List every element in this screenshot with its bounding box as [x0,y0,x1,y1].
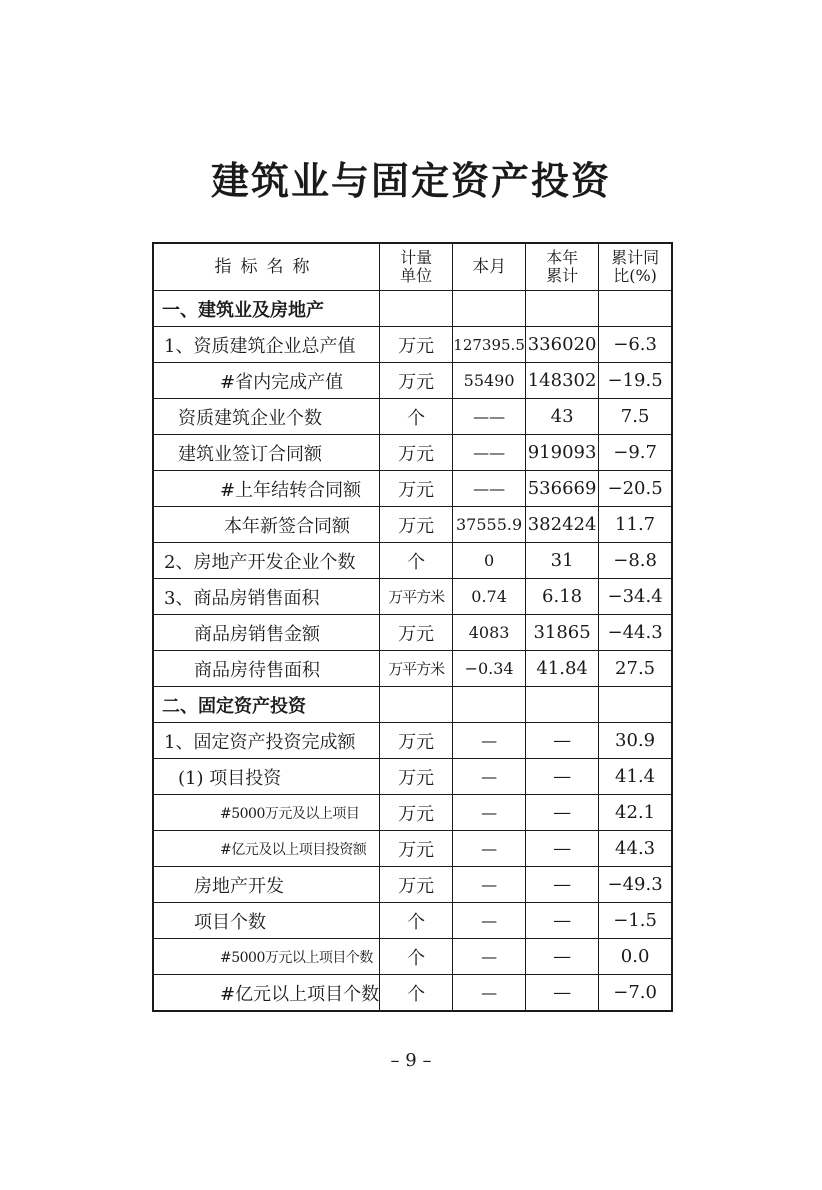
row-month: 127395.5 [453,327,526,363]
row-month: 37555.9 [453,507,526,543]
row-yoy: 7.5 [599,399,673,435]
header-yoy-line1: 累计同 [611,248,660,267]
row-name: 1、固定资产投资完成额 [153,723,380,759]
row-cumulative: — [526,903,599,939]
row-unit: 万平方米 [380,579,453,615]
row-month: — [453,903,526,939]
row-yoy: 44.3 [599,831,673,867]
row-yoy: 0.0 [599,939,673,975]
row-name: #亿元以上项目个数 [153,975,380,1012]
table-row [153,939,672,975]
row-month: — [453,939,526,975]
table-row [153,615,672,651]
row-cumulative: 148302 [526,363,599,399]
row-name: 资质建筑企业个数 [153,399,380,435]
row-unit: 万元 [380,615,453,651]
row-unit [380,291,453,327]
table-row [153,471,672,507]
header-month: 本月 [453,243,526,291]
row-name: #省内完成产值 [153,363,380,399]
row-unit: 万元 [380,831,453,867]
row-yoy [599,687,673,723]
row-name: #5000万元以上项目个数 [153,939,380,975]
statistics-table [152,242,673,1012]
row-name: (1) 项目投资 [153,759,380,795]
header-cum-line1: 本年 [546,248,579,267]
row-month: — [453,831,526,867]
row-name: #上年结转合同额 [153,471,380,507]
table-row [153,435,672,471]
row-yoy: −8.8 [599,543,673,579]
header-yoy [599,243,673,291]
row-cumulative: — [526,723,599,759]
table-row [153,507,672,543]
row-month: 0 [453,543,526,579]
row-name: 1、资质建筑企业总产值 [153,327,380,363]
table-row [153,363,672,399]
row-yoy [599,291,673,327]
header-yoy-line2: 比(%) [613,266,657,285]
row-name: #5000万元及以上项目 [153,795,380,831]
row-cumulative: — [526,939,599,975]
row-cumulative [526,687,599,723]
row-unit: 万元 [380,327,453,363]
row-unit: 万平方米 [380,651,453,687]
row-yoy: −49.3 [599,867,673,903]
row-cumulative: 336020 [526,327,599,363]
row-yoy: −7.0 [599,975,673,1012]
row-yoy: −9.7 [599,435,673,471]
row-cumulative: — [526,831,599,867]
table-row [153,831,672,867]
row-cumulative: 43 [526,399,599,435]
table-row [153,291,672,327]
row-name: #亿元及以上项目投资额 [153,831,380,867]
table-header-row [153,243,672,291]
header-name: 指标名称 [153,243,380,291]
table-row [153,723,672,759]
row-name: 商品房待售面积 [153,651,380,687]
row-name: 2、房地产开发企业个数 [153,543,380,579]
row-unit: 个 [380,903,453,939]
table-row [153,543,672,579]
header-unit-line2: 单位 [400,266,433,285]
row-yoy: −1.5 [599,903,673,939]
row-yoy: −44.3 [599,615,673,651]
row-month: —— [453,471,526,507]
row-month: — [453,867,526,903]
row-unit: 万元 [380,795,453,831]
row-cumulative: — [526,975,599,1012]
row-cumulative: 382424 [526,507,599,543]
table-row [153,651,672,687]
row-cumulative: — [526,795,599,831]
table-row [153,759,672,795]
row-month: —— [453,399,526,435]
row-yoy: −6.3 [599,327,673,363]
row-month: —— [453,435,526,471]
row-unit: 万元 [380,471,453,507]
table-row [153,687,672,723]
row-name: 项目个数 [153,903,380,939]
row-month [453,291,526,327]
row-cumulative: 6.18 [526,579,599,615]
table-row [153,867,672,903]
row-cumulative [526,291,599,327]
row-cumulative: — [526,759,599,795]
header-cum-line2: 累计 [546,266,579,285]
row-yoy: 30.9 [599,723,673,759]
row-cumulative: 919093 [526,435,599,471]
row-month: 0.74 [453,579,526,615]
row-name: 一、建筑业及房地产 [153,291,380,327]
row-yoy: −20.5 [599,471,673,507]
row-yoy: 41.4 [599,759,673,795]
table-row [153,975,672,1012]
row-unit: 万元 [380,507,453,543]
row-name: 商品房销售金额 [153,615,380,651]
row-unit: 万元 [380,435,453,471]
row-unit: 个 [380,543,453,579]
row-month: — [453,975,526,1012]
row-cumulative: 31865 [526,615,599,651]
header-cumulative [526,243,599,291]
row-month: −0.34 [453,651,526,687]
table-row [153,903,672,939]
table-row [153,399,672,435]
row-cumulative: 31 [526,543,599,579]
row-name: 建筑业签订合同额 [153,435,380,471]
row-yoy: 27.5 [599,651,673,687]
row-month: — [453,759,526,795]
row-unit: 个 [380,939,453,975]
row-unit: 万元 [380,363,453,399]
row-cumulative: — [526,867,599,903]
row-unit: 个 [380,975,453,1012]
header-unit [380,243,453,291]
row-yoy: 42.1 [599,795,673,831]
row-yoy: −19.5 [599,363,673,399]
page-title: 建筑业与固定资产投资 [210,158,611,203]
row-yoy: −34.4 [599,579,673,615]
row-yoy: 11.7 [599,507,673,543]
page-number: – 9 – [390,1050,432,1071]
row-cumulative: 41.84 [526,651,599,687]
row-name: 二、固定资产投资 [153,687,380,723]
row-unit: 万元 [380,759,453,795]
table-row [153,579,672,615]
row-cumulative: 536669 [526,471,599,507]
row-month [453,687,526,723]
row-unit: 万元 [380,867,453,903]
row-name: 房地产开发 [153,867,380,903]
row-name: 3、商品房销售面积 [153,579,380,615]
row-month: 55490 [453,363,526,399]
table-row [153,327,672,363]
header-unit-line1: 计量 [400,248,433,267]
row-name: 本年新签合同额 [153,507,380,543]
row-month: — [453,723,526,759]
row-month: 4083 [453,615,526,651]
row-unit: 个 [380,399,453,435]
table-row [153,795,672,831]
row-unit: 万元 [380,723,453,759]
row-month: — [453,795,526,831]
row-unit [380,687,453,723]
